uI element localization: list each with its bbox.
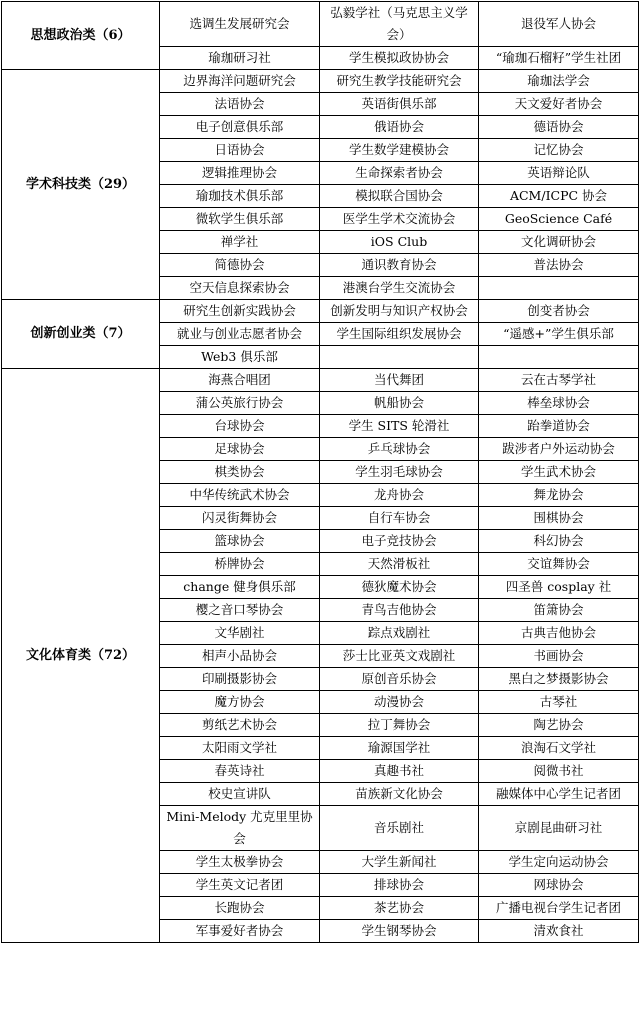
club-cell: “遥感+”学生俱乐部 <box>479 323 639 346</box>
club-cell <box>479 277 639 300</box>
club-cell: 当代舞团 <box>320 369 479 392</box>
club-cell: 自行车协会 <box>320 507 479 530</box>
category-cell: 思想政治类（6） <box>2 2 160 70</box>
club-cell: 军事爱好者协会 <box>160 920 320 943</box>
category-cell: 文化体育类（72） <box>2 369 160 943</box>
club-cell: 天然滑板社 <box>320 553 479 576</box>
club-cell: 排球协会 <box>320 874 479 897</box>
club-cell: 港澳台学生交流协会 <box>320 277 479 300</box>
club-cell: 瑜源国学社 <box>320 737 479 760</box>
club-cell: 足球协会 <box>160 438 320 461</box>
club-cell: 中华传统武术协会 <box>160 484 320 507</box>
club-cell: 网球协会 <box>479 874 639 897</box>
club-cell: 古典吉他协会 <box>479 622 639 645</box>
club-cell: 边界海洋问题研究会 <box>160 70 320 93</box>
club-cell: 交谊舞协会 <box>479 553 639 576</box>
club-cell: 电子创意俱乐部 <box>160 116 320 139</box>
club-cell: 电子竞技协会 <box>320 530 479 553</box>
club-cell: 春英诗社 <box>160 760 320 783</box>
club-cell: 跆拳道协会 <box>479 415 639 438</box>
club-cell: 文化调研协会 <box>479 231 639 254</box>
club-cell: 云在古琴学社 <box>479 369 639 392</box>
club-cell: 莎士比亚英文戏剧社 <box>320 645 479 668</box>
club-cell: 通识教育协会 <box>320 254 479 277</box>
table-row <box>2 369 639 392</box>
club-cell: 学生数学建模协会 <box>320 139 479 162</box>
club-cell: 校史宣讲队 <box>160 783 320 806</box>
club-cell: 帆船协会 <box>320 392 479 415</box>
club-cell: 真趣书社 <box>320 760 479 783</box>
club-cell: 四圣兽 cosplay 社 <box>479 576 639 599</box>
club-cell: 融媒体中心学生记者团 <box>479 783 639 806</box>
club-cell: 学生太极拳协会 <box>160 851 320 874</box>
club-cell: 日语协会 <box>160 139 320 162</box>
club-cell: 俄语协会 <box>320 116 479 139</box>
club-cell: 禅学社 <box>160 231 320 254</box>
club-cell: 英语辩论队 <box>479 162 639 185</box>
club-cell: 龙舟协会 <box>320 484 479 507</box>
club-cell: 模拟联合国协会 <box>320 185 479 208</box>
club-cell: 篮球协会 <box>160 530 320 553</box>
club-cell: 相声小品协会 <box>160 645 320 668</box>
club-cell: 退役军人协会 <box>479 2 639 47</box>
club-cell: 长跑协会 <box>160 897 320 920</box>
club-cell: 法语协会 <box>160 93 320 116</box>
club-cell: 学生模拟政协协会 <box>320 47 479 70</box>
club-cell: 动漫协会 <box>320 691 479 714</box>
club-cell: 清欢食社 <box>479 920 639 943</box>
club-cell: 茶艺协会 <box>320 897 479 920</box>
club-cell: 跋涉者户外运动协会 <box>479 438 639 461</box>
club-cell: Mini-Melody 尤克里里协会 <box>160 806 320 851</box>
club-cell: 棋类协会 <box>160 461 320 484</box>
club-cell: 学生国际组织发展协会 <box>320 323 479 346</box>
club-cell: 创新发明与知识产权协会 <box>320 300 479 323</box>
club-cell: 台球协会 <box>160 415 320 438</box>
table-row <box>2 300 639 323</box>
club-cell: 原创音乐协会 <box>320 668 479 691</box>
club-cell: 就业与创业志愿者协会 <box>160 323 320 346</box>
club-cell: 踪点戏剧社 <box>320 622 479 645</box>
club-cell: 学生羽毛球协会 <box>320 461 479 484</box>
club-cell: 逻辑推理协会 <box>160 162 320 185</box>
club-cell: 拉丁舞协会 <box>320 714 479 737</box>
club-cell: 书画协会 <box>479 645 639 668</box>
table-row <box>2 2 639 47</box>
club-cell: 空天信息探索协会 <box>160 277 320 300</box>
club-cell: iOS Club <box>320 231 479 254</box>
club-cell: 瑜珈研习社 <box>160 47 320 70</box>
club-cell: 学生 SITS 轮滑社 <box>320 415 479 438</box>
club-cell: 科幻协会 <box>479 530 639 553</box>
club-cell: 笛箫协会 <box>479 599 639 622</box>
club-cell: 德狄魔术协会 <box>320 576 479 599</box>
club-cell: 弘毅学社（马克思主义学会） <box>320 2 479 47</box>
club-cell: 选调生发展研究会 <box>160 2 320 47</box>
club-cell: GeoScience Café <box>479 208 639 231</box>
club-cell: 苗族新文化协会 <box>320 783 479 806</box>
club-cell: 棒垒球协会 <box>479 392 639 415</box>
club-cell: 蒲公英旅行协会 <box>160 392 320 415</box>
club-cell: 英语街俱乐部 <box>320 93 479 116</box>
club-cell <box>320 346 479 369</box>
club-cell: 瑜珈技术俱乐部 <box>160 185 320 208</box>
club-cell: ACM/ICPC 协会 <box>479 185 639 208</box>
club-cell: 简德协会 <box>160 254 320 277</box>
club-cell: 广播电视台学生记者团 <box>479 897 639 920</box>
club-cell: 京剧昆曲研习社 <box>479 806 639 851</box>
club-cell: 围棋协会 <box>479 507 639 530</box>
club-cell: 研究生教学技能研究会 <box>320 70 479 93</box>
club-cell: 研究生创新实践协会 <box>160 300 320 323</box>
club-cell: 剪纸艺术协会 <box>160 714 320 737</box>
club-cell: 学生武术协会 <box>479 461 639 484</box>
category-cell: 创新创业类（7） <box>2 300 160 369</box>
club-cell <box>479 346 639 369</box>
club-cell: 古琴社 <box>479 691 639 714</box>
club-cell: 德语协会 <box>479 116 639 139</box>
club-cell: 浪淘石文学社 <box>479 737 639 760</box>
club-cell: 学生定向运动协会 <box>479 851 639 874</box>
club-cell: 海燕合唱团 <box>160 369 320 392</box>
club-cell: 青鸟吉他协会 <box>320 599 479 622</box>
club-cell: 乒乓球协会 <box>320 438 479 461</box>
club-cell: 创变者协会 <box>479 300 639 323</box>
club-cell: 微软学生俱乐部 <box>160 208 320 231</box>
club-table-body <box>2 2 639 943</box>
club-cell: 大学生新闻社 <box>320 851 479 874</box>
club-cell: 阅微书社 <box>479 760 639 783</box>
club-cell: 生命探索者协会 <box>320 162 479 185</box>
club-cell: 天文爱好者协会 <box>479 93 639 116</box>
club-table <box>1 1 639 943</box>
club-cell: 音乐剧社 <box>320 806 479 851</box>
club-cell: 记忆协会 <box>479 139 639 162</box>
club-cell: 普法协会 <box>479 254 639 277</box>
club-cell: 桥牌协会 <box>160 553 320 576</box>
club-cell: 陶艺协会 <box>479 714 639 737</box>
club-cell: change 健身俱乐部 <box>160 576 320 599</box>
club-cell: 文华剧社 <box>160 622 320 645</box>
category-cell: 学术科技类（29） <box>2 70 160 300</box>
club-cell: 医学生学术交流协会 <box>320 208 479 231</box>
club-cell: 魔方协会 <box>160 691 320 714</box>
club-cell: 太阳雨文学社 <box>160 737 320 760</box>
table-row <box>2 70 639 93</box>
club-cell: 学生钢琴协会 <box>320 920 479 943</box>
club-cell: 闪灵街舞协会 <box>160 507 320 530</box>
club-cell: Web3 俱乐部 <box>160 346 320 369</box>
club-cell: 黑白之梦摄影协会 <box>479 668 639 691</box>
club-cell: 樱之音口琴协会 <box>160 599 320 622</box>
club-cell: “瑜珈石榴籽”学生社团 <box>479 47 639 70</box>
club-cell: 瑜珈法学会 <box>479 70 639 93</box>
club-cell: 印刷摄影协会 <box>160 668 320 691</box>
club-cell: 舞龙协会 <box>479 484 639 507</box>
club-cell: 学生英文记者团 <box>160 874 320 897</box>
